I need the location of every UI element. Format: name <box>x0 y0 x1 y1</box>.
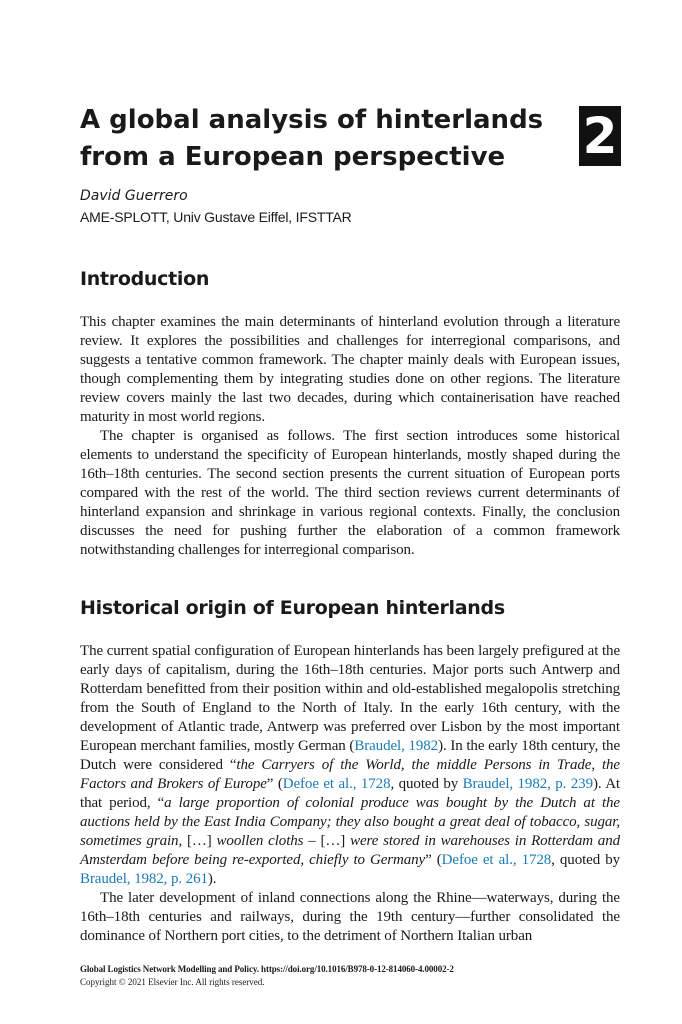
section-heading-introduction: Introduction <box>80 268 210 290</box>
text-run: ” ( <box>266 776 283 792</box>
footer-doi: Global Logistics Network Modelling and Policy. https://doi.org/10.1016/B978-0-12-814060-4.00002-2 <box>80 964 454 974</box>
text-run: ). In the early 18th century, the Dutch were considered “ <box>80 738 620 773</box>
historical-body <box>80 642 620 946</box>
citation-link[interactable]: Defoe et al., 1728 <box>282 776 391 792</box>
citation-link[interactable]: Braudel, 1982, p. 239 <box>462 776 593 792</box>
introduction-body <box>80 313 620 560</box>
ellipsis: […] <box>315 833 351 849</box>
citation-link[interactable]: Braudel, 1982, p. 261 <box>80 871 208 887</box>
citation-link[interactable]: Braudel, 1982 <box>354 738 439 754</box>
text-run: The current spatial configuration of European hinterlands has been largely prefigured at the early days of capitalism, during the 16th–18th centuries. Major ports such Antwerp and Rotterdam benefitted from their position within and old-established megalopolis stretching from the South of England to the North of Italy. In the early 16th century, with the development of Atlantic trade, Antwerp was preferred over Lisbon by the most important European merchant families, mostly German ( <box>80 643 620 754</box>
historical-paragraph-1 <box>80 642 620 889</box>
author-affiliation: AME-SPLOTT, Univ Gustave Eiffel, IFSTTAR <box>80 209 352 225</box>
ellipsis: […] <box>182 833 217 849</box>
text-run: ” ( <box>425 852 442 868</box>
introduction-paragraph-2: The chapter is organised as follows. The first section introduces some historical elements to understand the specificity of European hinterlands, mostly shaped during the 16th–18th centuries. The second section presents the current situation of European ports compared with the rest of the world. The third section reviews current determinants of hinterland expansion and shrinkage in various regional contexts. Finally, the conclusion discusses the need for pushing further the elaboration of a common framework notwithstanding challenges for interregional comparison. <box>80 428 620 558</box>
section-heading-historical-origin: Historical origin of European hinterlands <box>80 597 505 619</box>
chapter-number-badge: 2 <box>579 106 621 166</box>
chapter-title-line-1: A global analysis of hinterlands <box>80 105 544 135</box>
introduction-paragraph-1: This chapter examines the main determinants of hinterland evolution through a literature review. It explores the possibilities and challenges for interregional comparisons, and suggests a tentative common framework. The chapter mainly deals with European issues, though complementing them by integrating studies done on other regions. The literature review covers mainly the last two decades, during which containerisation have reached maturity in most world regions. <box>80 314 620 425</box>
chapter-title-line-2: from a European perspective <box>80 142 506 172</box>
text-run: ). At that period, “ <box>80 776 620 811</box>
quotation: were stored in warehouses in Rotterdam and Amsterdam before being re-exported, chiefly to Germany <box>80 833 620 868</box>
text-run: , quoted by <box>551 852 620 868</box>
text-run: , quoted by <box>390 776 463 792</box>
quotation: a large proportion of colonial produce was bought by the Dutch at the auctions held by the East India Company; they also bought a great deal of tobacco, sugar, sometimes grain, <box>80 795 620 849</box>
text-run: ). <box>207 871 217 887</box>
author-name: David Guerrero <box>80 188 188 204</box>
citation-link[interactable]: Defoe et al., 1728 <box>441 852 552 868</box>
historical-paragraph-2: The later development of inland connections along the Rhine—waterways, during the 16th–18th centuries and railways, during the 19th century—further consolidated the dominance of Northern port cities, to the detriment of Northern Italian urban <box>80 890 620 944</box>
footer-copyright: Copyright © 2021 Elsevier Inc. All rights reserved. <box>80 977 265 987</box>
chapter-title <box>80 102 560 176</box>
quotation: the Carryers of the World, the middle Persons in Trade, the Factors and Brokers of Europe <box>80 757 620 792</box>
quotation: woollen cloths – <box>216 833 316 849</box>
